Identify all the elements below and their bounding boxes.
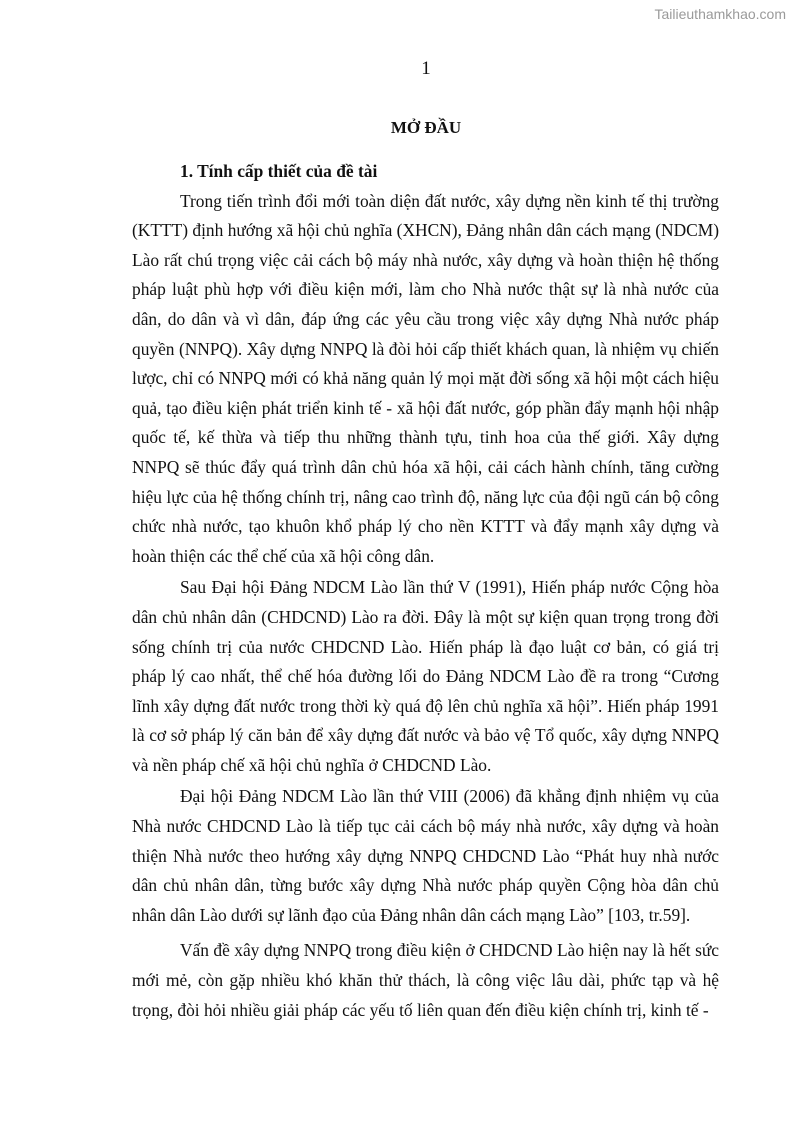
paragraph: Vấn đề xây dựng NNPQ trong điều kiện ở CHDCND Lào hiện nay là hết sức mới mẻ, còn gặp nhiều khó khăn thử thách, là công việc lâu dài, phức tạp và hệ trọng, đòi hỏi nhiều giải pháp các yếu tố liên quan đến điều kiện chính trị, kinh tế -: [132, 940, 719, 1020]
paragraph: Đại hội Đảng NDCM Lào lần thứ VIII (2006) đã khẳng định nhiệm vụ của Nhà nước CHDCND Lào là tiếp tục cải cách bộ máy nhà nước, xây dựng và hoàn thiện Nhà nước theo hướng xây dựng NNPQ CHDCND Lào “Phát huy nhà nước dân chủ nhân dân, từng bước xây dựng Nhà nước pháp quyền Cộng hòa dân chủ nhân dân Lào dưới sự lãnh đạo của Đảng nhân dân cách mạng Lào” [103, tr.59].: [132, 786, 719, 925]
watermark: Tailieuthamkhao.com: [654, 6, 786, 22]
section-heading: 1. Tính cấp thiết của đề tài: [180, 161, 378, 181]
document-body: [132, 157, 719, 1025]
page-number: 1: [421, 58, 431, 79]
paragraph: Trong tiến trình đổi mới toàn diện đất nước, xây dựng nền kinh tế thị trường (KTTT) định hướng xã hội chủ nghĩa (XHCN), Đảng nhân dân cách mạng (NDCM) Lào rất chú trọng việc cải cách bộ máy nhà nước, xây dựng và hoàn thiện hệ thống pháp luật phù hợp với điều kiện mới, làm cho Nhà nước thật sự là nhà nước của dân, do dân và vì dân, đáp ứng các yêu cầu trong việc xây dựng Nhà nước pháp quyền (NNPQ). Xây dựng NNPQ là đòi hỏi cấp thiết khách quan, là nhiệm vụ chiến lược, chỉ có NNPQ mới có khả năng quản lý mọi mặt đời sống xã hội một cách hiệu quả, tạo điều kiện phát triển kinh tế - xã hội đất nước, góp phần đẩy mạnh hội nhập quốc tế, kế thừa và tiếp thu những thành tựu, tinh hoa của thế giới. Xây dựng NNPQ sẽ thúc đẩy quá trình dân chủ hóa xã hội, cải cách hành chính, tăng cường hiệu lực của hệ thống chính trị, nâng cao trình độ, năng lực của đội ngũ cán bộ công chức nhà nước, tạo khuôn khổ pháp lý cho nền KTTT và đẩy mạnh xây dựng và hoàn thiện các thể chế của xã hội công dân.: [132, 190, 719, 566]
page-title: MỞ ĐẦU: [390, 118, 462, 137]
paragraph: Sau Đại hội Đảng NDCM Lào lần thứ V (1991), Hiến pháp nước Cộng hòa dân chủ nhân dân (CHDCND) Lào ra đời. Đây là một sự kiện quan trọng trong đời sống chính trị của nước CHDCND Lào. Hiến pháp là đạo luật cơ bản, có giá trị pháp lý cao nhất, thể chế hóa đường lối do Đảng NDCM Lào đề ra trong “Cương lĩnh xây dựng đất nước trong thời kỳ quá độ lên chủ nghĩa xã hội”. Hiến pháp 1991 là cơ sở pháp lý căn bản để xây dựng đất nước và bảo vệ Tổ quốc, xây dựng NNPQ và nền pháp chế xã hội chủ nghĩa ở CHDCND Lào.: [132, 577, 719, 775]
